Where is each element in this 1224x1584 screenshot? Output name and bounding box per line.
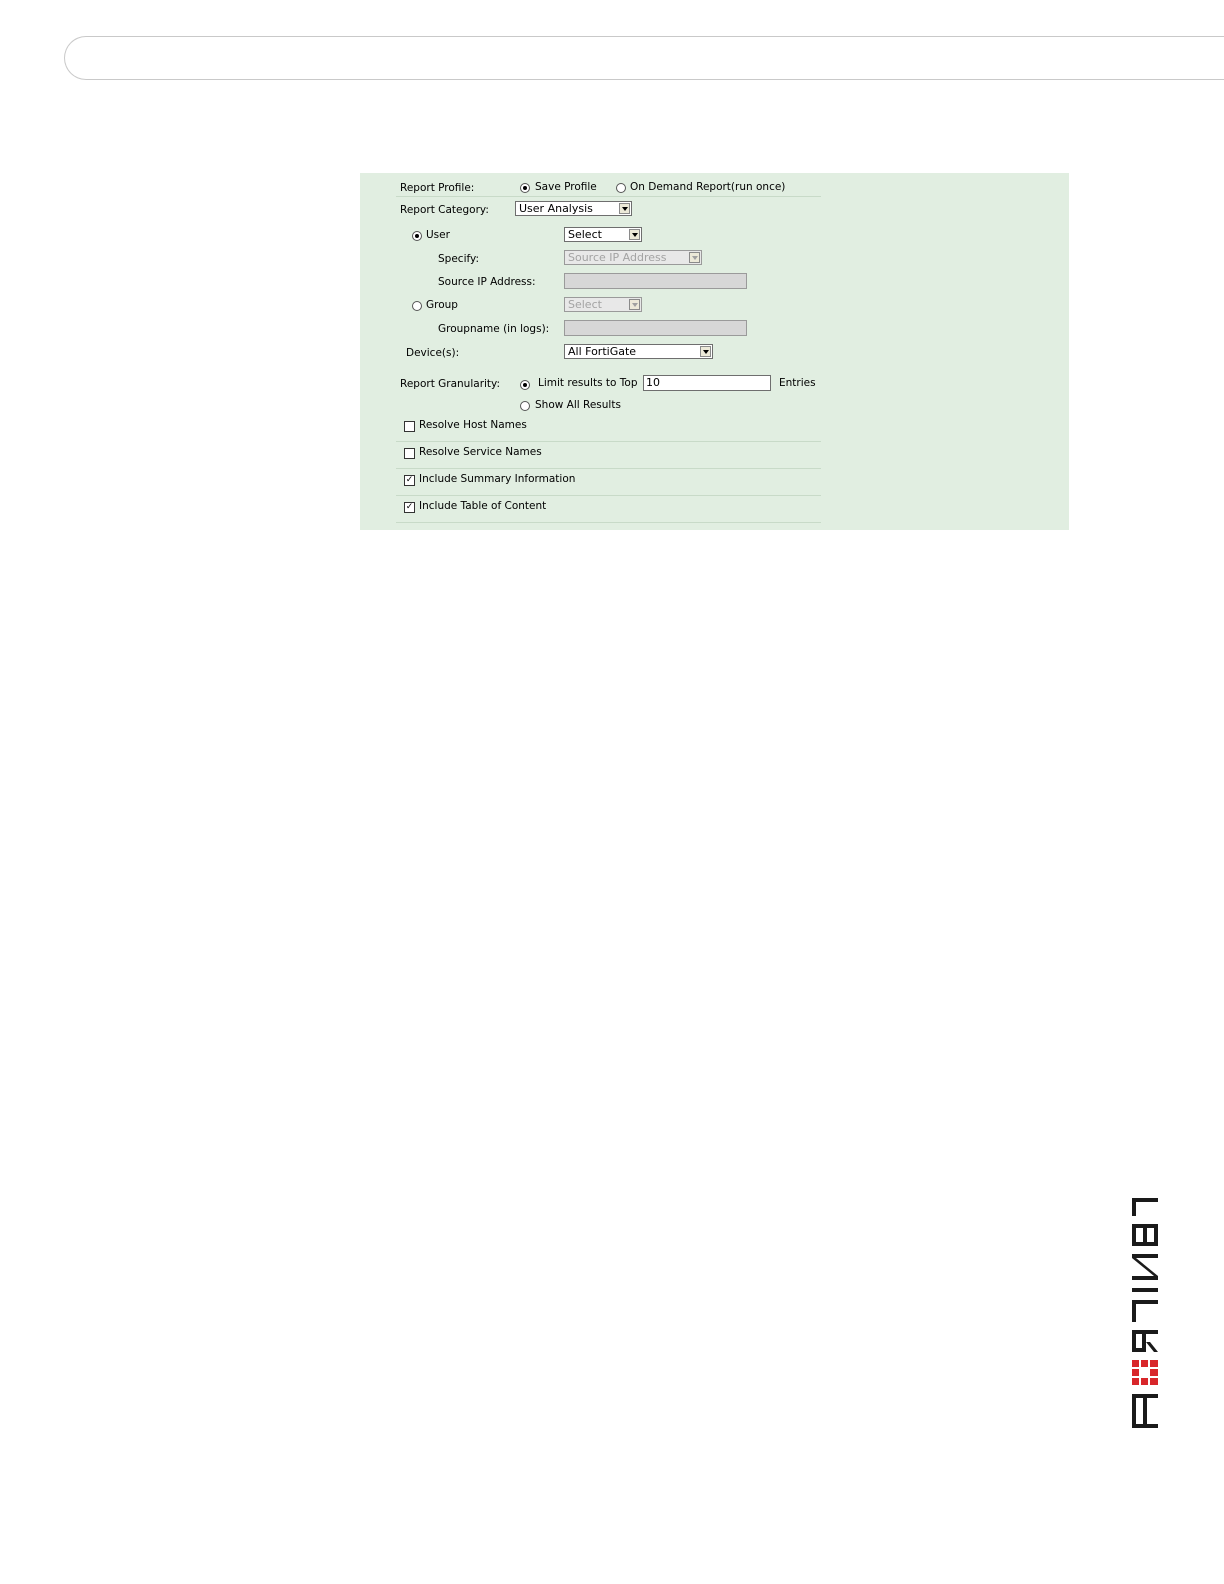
include-toc-label: Include Table of Content bbox=[419, 500, 547, 512]
page-header-bar bbox=[64, 36, 1224, 80]
show-all-results-label: Show All Results bbox=[535, 399, 621, 411]
divider bbox=[396, 522, 821, 523]
report-category-value: User Analysis bbox=[519, 202, 593, 215]
entries-label: Entries bbox=[779, 377, 816, 389]
report-category-label: Report Category: bbox=[400, 204, 489, 216]
fortinet-logo bbox=[1130, 1196, 1160, 1430]
report-settings-panel bbox=[360, 173, 1069, 530]
resolve-service-names-label: Resolve Service Names bbox=[419, 446, 542, 458]
resolve-service-names-checkbox[interactable] bbox=[404, 448, 415, 459]
chevron-down-icon[interactable] bbox=[629, 299, 640, 310]
group-radio-label: Group bbox=[426, 299, 458, 311]
report-granularity-label: Report Granularity: bbox=[400, 378, 501, 390]
save-profile-radio[interactable] bbox=[520, 183, 530, 193]
limit-results-radio[interactable] bbox=[520, 380, 530, 390]
specify-label: Specify: bbox=[438, 253, 479, 265]
specify-select[interactable] bbox=[564, 250, 702, 265]
resolve-host-names-label: Resolve Host Names bbox=[419, 419, 527, 431]
radio-selected-dot bbox=[415, 234, 419, 238]
on-demand-report-label: On Demand Report(run once) bbox=[630, 181, 786, 193]
chevron-down-icon[interactable] bbox=[689, 252, 700, 263]
limit-results-label: Limit results to Top bbox=[538, 377, 638, 389]
limit-results-input[interactable]: 10 bbox=[643, 375, 771, 391]
divider bbox=[396, 468, 821, 469]
include-summary-label: Include Summary Information bbox=[419, 473, 576, 485]
groupname-label: Groupname (in logs): bbox=[438, 323, 550, 335]
devices-value: All FortiGate bbox=[568, 345, 637, 358]
divider bbox=[396, 441, 821, 442]
devices-label: Device(s): bbox=[406, 347, 460, 359]
report-profile-label: Report Profile: bbox=[400, 182, 475, 194]
report-category-select[interactable] bbox=[515, 201, 632, 216]
chevron-down-icon[interactable] bbox=[629, 229, 640, 240]
include-summary-checkbox[interactable] bbox=[404, 475, 415, 486]
checkmark-icon: ✓ bbox=[405, 475, 414, 485]
group-select[interactable] bbox=[564, 297, 642, 312]
source-ip-label: Source IP Address: bbox=[438, 276, 536, 288]
user-select[interactable] bbox=[564, 227, 642, 242]
show-all-results-radio[interactable] bbox=[520, 401, 530, 411]
group-select-value: Select bbox=[568, 298, 602, 311]
source-ip-input[interactable] bbox=[564, 273, 747, 289]
chevron-down-icon[interactable] bbox=[700, 346, 711, 357]
specify-value: Source IP Address bbox=[568, 251, 667, 264]
radio-selected-dot bbox=[523, 186, 527, 190]
group-radio[interactable] bbox=[412, 301, 422, 311]
on-demand-report-radio[interactable] bbox=[616, 183, 626, 193]
include-toc-checkbox[interactable] bbox=[404, 502, 415, 513]
devices-select[interactable] bbox=[564, 344, 713, 359]
chevron-down-icon[interactable] bbox=[619, 203, 630, 214]
resolve-host-names-checkbox[interactable] bbox=[404, 421, 415, 432]
save-profile-label: Save Profile bbox=[535, 181, 597, 193]
divider bbox=[396, 196, 821, 197]
user-radio[interactable] bbox=[412, 231, 422, 241]
divider bbox=[396, 495, 821, 496]
user-select-value: Select bbox=[568, 228, 602, 241]
radio-selected-dot bbox=[523, 383, 527, 387]
checkmark-icon: ✓ bbox=[405, 502, 414, 512]
user-radio-label: User bbox=[426, 229, 450, 241]
groupname-input[interactable] bbox=[564, 320, 747, 336]
